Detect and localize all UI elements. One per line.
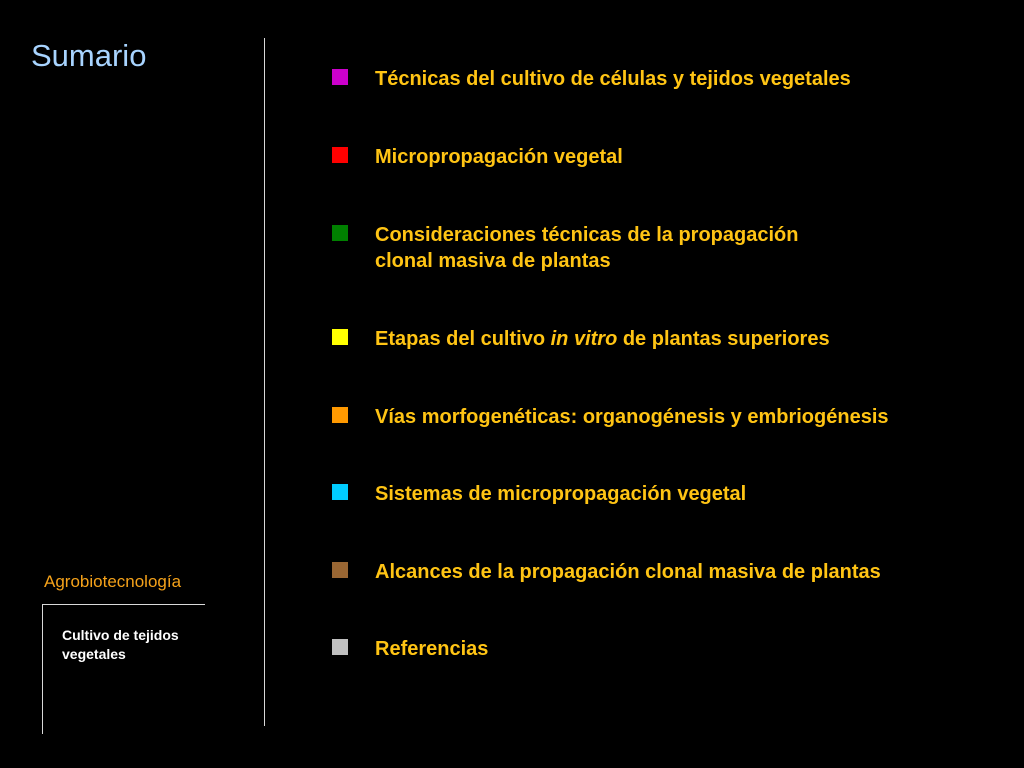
list-item-text	[375, 326, 995, 352]
list-item-text: Técnicas del cultivo de células y tejidos vegetales	[375, 68, 851, 90]
course-label: Cultivo de tejidos vegetales	[62, 627, 179, 662]
bullet-square-icon	[332, 407, 348, 423]
list-item-text-line-2: clonal masiva de plantas	[375, 250, 611, 272]
course-box-left-rule	[42, 604, 43, 734]
organization-label: Agrobiotecnología	[44, 572, 182, 591]
list-item-text	[375, 222, 995, 274]
list-item-text: Sistemas de micropropagación vegetal	[375, 483, 747, 505]
list-item-text-line-1: Consideraciones técnicas de la propagación	[375, 224, 799, 246]
bullet-square-icon	[332, 329, 348, 345]
list-item-text-after: de plantas superiores	[617, 328, 830, 350]
slide-title: Sumario	[31, 38, 147, 73]
bullet-square-icon	[332, 484, 348, 500]
bullet-square-icon	[332, 562, 348, 578]
bullet-square-icon	[332, 147, 348, 163]
list-item-text: Referencias	[375, 638, 489, 660]
list-item-text: Vías morfogenéticas: organogénesis y embriogénesis	[375, 406, 889, 428]
bullet-square-icon	[332, 639, 348, 655]
list-item-text-before: Etapas del cultivo	[375, 328, 551, 350]
list-item-text-italic: in vitro	[550, 328, 618, 350]
vertical-divider	[264, 38, 265, 726]
list-item-text: Micropropagación vegetal	[375, 146, 623, 168]
bullet-square-icon	[332, 225, 348, 241]
bullet-square-icon	[332, 69, 348, 85]
list-item-text: Alcances de la propagación clonal masiva de plantas	[375, 561, 881, 583]
course-box-top-rule	[42, 604, 205, 605]
